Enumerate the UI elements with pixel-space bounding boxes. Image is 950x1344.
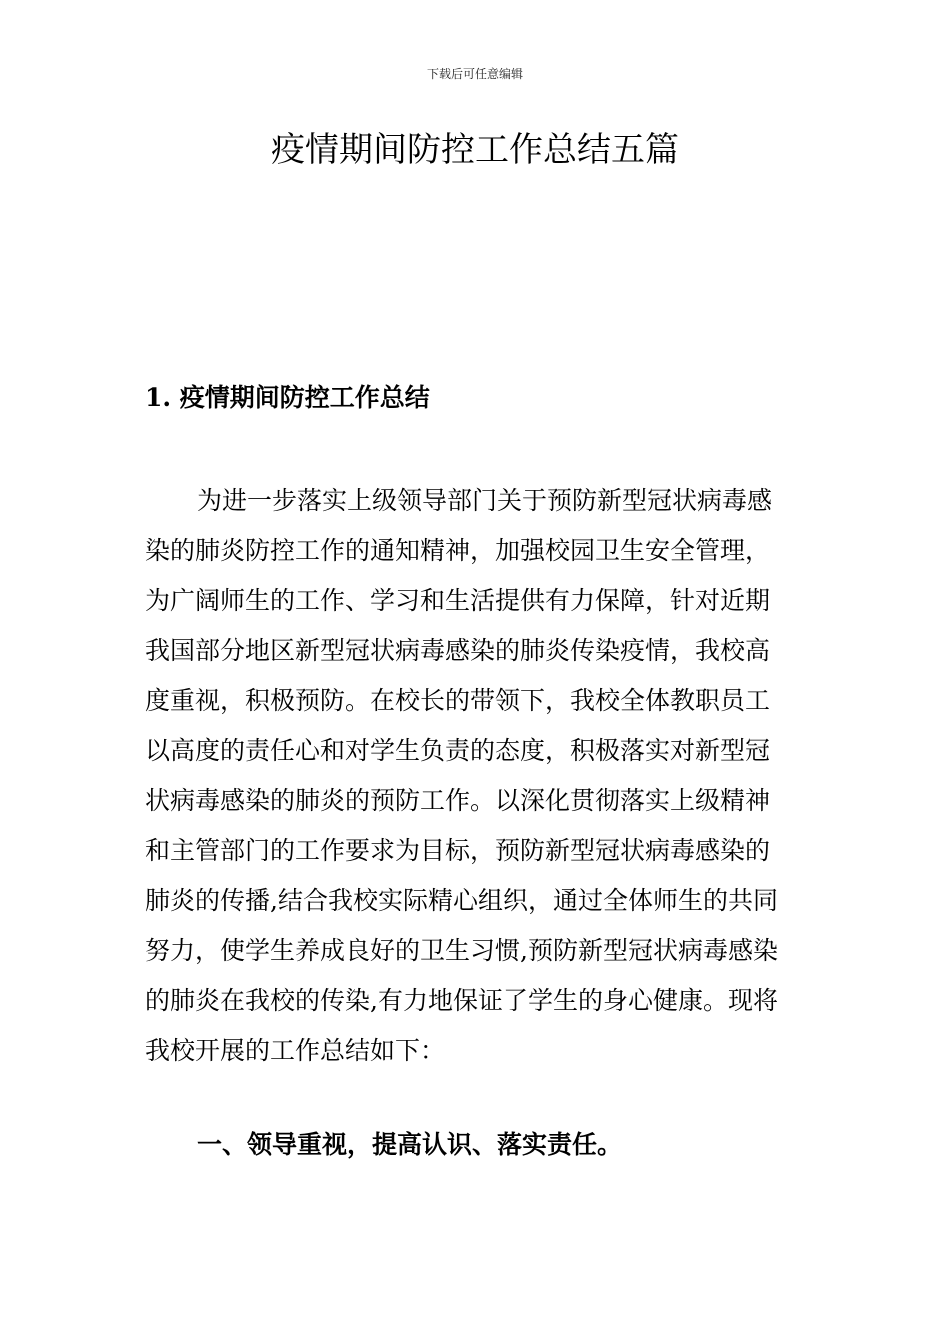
paragraph-line: 染的肺炎防控工作的通知精神，加强校园卫生安全管理， [145, 536, 771, 565]
paragraph-line: 和主管部门的工作要求为目标，预防新型冠状病毒感染的 [145, 836, 771, 865]
section-heading: 1. 疫情期间防控工作总结 [145, 383, 430, 412]
paragraph-line: 为进一步落实上级领导部门关于预防新型冠状病毒感 [197, 486, 773, 515]
paragraph-line: 的肺炎在我校的传染,有力地保证了学生的身心健康。现将 [145, 986, 778, 1015]
paragraph-line: 为广阔师生的工作、学习和生活提供有力保障，针对近期 [145, 586, 771, 615]
paragraph-line: 我校开展的工作总结如下： [145, 1036, 446, 1065]
header-note: 下载后可任意编辑 [426, 67, 523, 81]
subheading: 一、领导重视，提高认识、落实责任。 [197, 1130, 623, 1159]
paragraph-line: 肺炎的传播,结合我校实际精心组织，通过全体师生的共同 [145, 886, 778, 915]
paragraph-line: 状病毒感染的肺炎的预防工作。以深化贯彻落实上级精神 [145, 786, 771, 815]
paragraph-line: 度重视，积极预防。在校长的带领下，我校全体教职员工 [145, 686, 771, 715]
paragraph-line: 我国部分地区新型冠状病毒感染的肺炎传染疫情，我校高 [145, 636, 771, 665]
paragraph-line: 以高度的责任心和对学生负责的态度，积极落实对新型冠 [145, 736, 771, 765]
body-paragraph [145, 476, 810, 1076]
paragraph-line: 努力，使学生养成良好的卫生习惯,预防新型冠状病毒感染 [145, 936, 778, 965]
document-title: 疫情期间防控工作总结五篇 [271, 130, 679, 170]
